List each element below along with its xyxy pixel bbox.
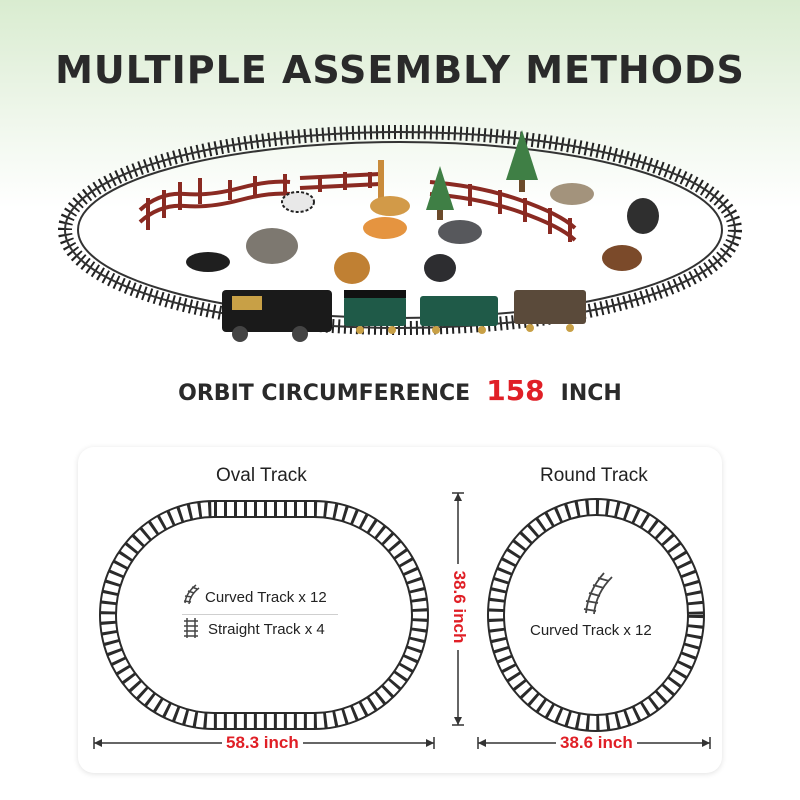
oval-height-label: 38.6 inch bbox=[449, 564, 469, 650]
round-width-label: 38.6 inch bbox=[556, 733, 637, 753]
oval-straight-track-label: Straight Track x 4 bbox=[208, 621, 325, 638]
oval-track-diagram bbox=[96, 497, 441, 733]
round-curved-track-label: Curved Track x 12 bbox=[530, 622, 652, 639]
orbit-circumference bbox=[0, 374, 800, 407]
page-title: MULTIPLE ASSEMBLY METHODS bbox=[55, 48, 745, 92]
track-layouts-card bbox=[78, 447, 722, 773]
product-scene-image bbox=[0, 110, 800, 370]
orbit-unit: INCH bbox=[560, 381, 622, 406]
curved-track-icon bbox=[182, 583, 200, 605]
orbit-value: 158 bbox=[486, 374, 545, 407]
oval-track-title: Oval Track bbox=[216, 465, 307, 486]
round-curved-track-icon bbox=[582, 571, 614, 615]
round-track-title: Round Track bbox=[540, 465, 648, 486]
straight-track-icon bbox=[182, 617, 200, 639]
oval-curved-track-label: Curved Track x 12 bbox=[205, 589, 327, 606]
orbit-prefix: ORBIT CIRCUMFERENCE bbox=[178, 381, 471, 406]
oval-width-label: 58.3 inch bbox=[222, 733, 303, 753]
round-track-diagram bbox=[486, 497, 706, 733]
legend-divider bbox=[182, 614, 338, 615]
